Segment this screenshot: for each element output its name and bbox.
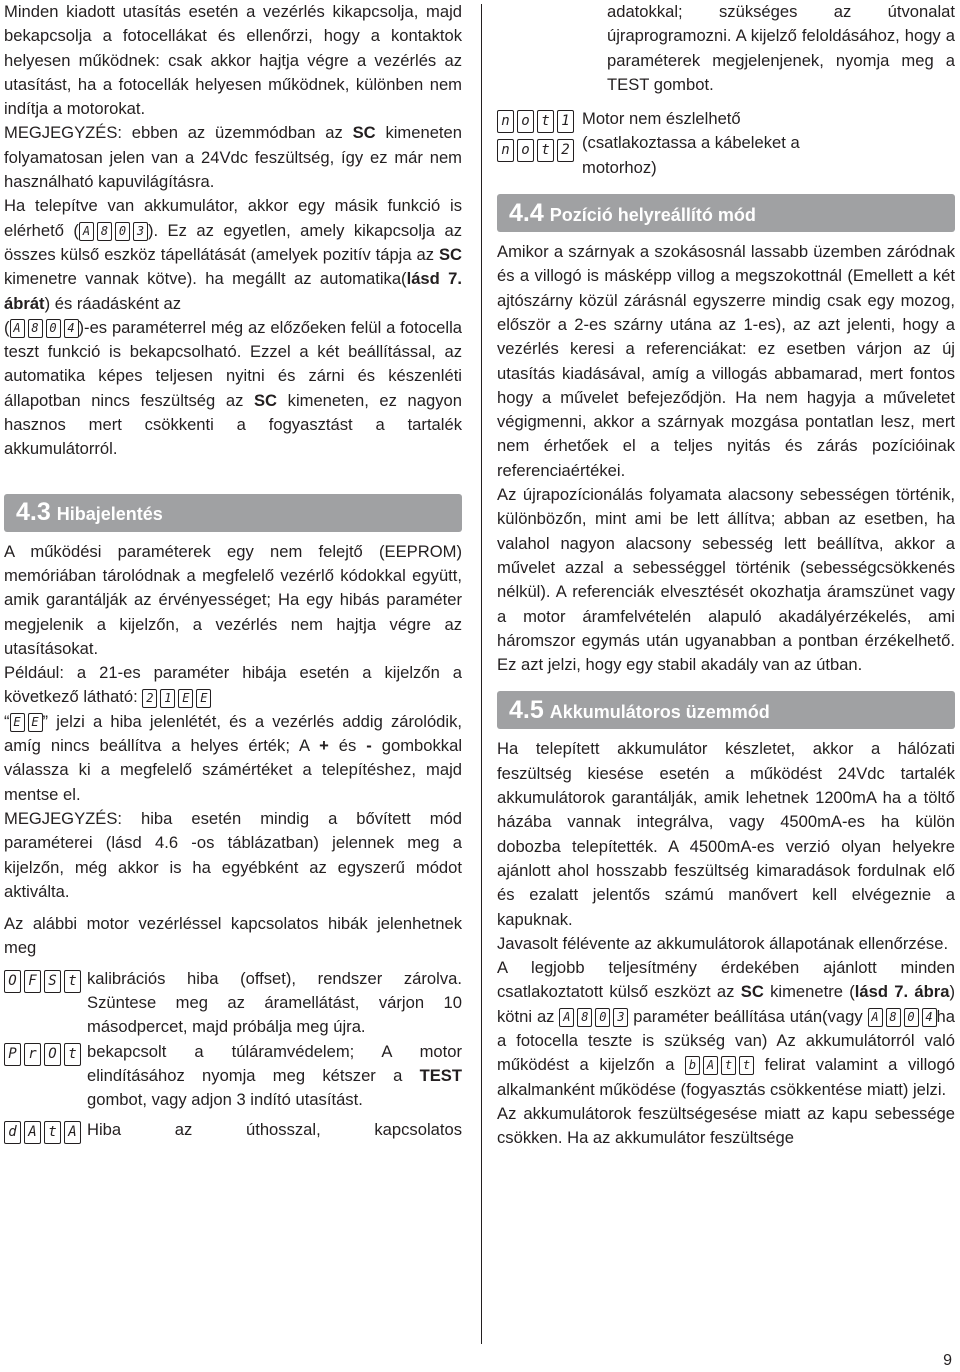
display-code-a804-b: A 8 0 4 xyxy=(868,1008,937,1027)
display-code-not1: n o t 1 xyxy=(497,110,574,133)
paragraph-battery-mode: Ha telepített akkumulátor készletet, akkor a hálózati feszültség kiesése esetén a működést 24Vdc tartalék akkumulátorok garantálják, amik lehetnek 1200mA ha a töltő házába vannak integrálva, vagy 4500mA-es ha külön dobozba telepítették. A 4500mA-es verzió olyan helyekre ajánlott ahol hosszabb feszültség kimaradások fordulnak elő és ezalatt jelentős számú manővert kell elvégeznie a kapuknak. xyxy=(497,739,955,929)
paragraph-battery-check: Javasolt félévente az akkumulátorok állapotának ellenőrzése. xyxy=(497,933,949,953)
error-ofst-text: kalibrációs hiba (offset), rendszer zárolva. Szüntese meg az áramellátást, várjon 10 másodpercet, majd próbálja meg újra. xyxy=(87,968,462,1037)
display-code-a803: A 8 0 3 xyxy=(79,222,148,241)
paragraph-repositioning: Az újrapozícionálás folyamata alacsony sebességen történik, különbözőn, mint ami be lett állítva; abban az esetben, ha valahol nagyon alacsony sebesség lett beállítva, akkor a művelet azzal a sebességgel történik (sebességcsökkenés nélkül). A referenciák elvesztését okozhatja áramszünet vagy a motor áramfelvételén alapuló akadályérzékelés, ami háromszor egymás után ugyanabban a pontban érzékelhető. Ez azt jelzi, hogy egy stabil akadály van az útban. xyxy=(497,485,955,675)
display-code-ee: E E xyxy=(10,713,43,732)
column-divider xyxy=(481,4,482,1344)
error-data xyxy=(4,1118,462,1144)
motor-connect-text-2: motorhoz) xyxy=(582,157,657,177)
display-code-ofst: O F S t xyxy=(4,970,81,993)
error-data-text: Hiba az úthosszal, kapcsolatos xyxy=(87,1120,462,1140)
error-prot xyxy=(4,1040,462,1113)
display-code-not2: n o t 2 xyxy=(497,139,574,162)
paragraph-data-error-cont: adatokkal; szükséges az útvonalat újraprogramozni. A kijelző feloldásához, hogy a paraméterek megjelenjenek, nyomja meg a TEST gombot. xyxy=(607,2,955,94)
paragraph-ee-explanation: “ E E ” jelzi a hiba jelenlétét, és a vezérlés addig zárolódik, amíg nincs beállítva a helyes érték; A + és - gombokkal válassza ki a megfelelő számértéket a telepítéshez, majd mentse el. xyxy=(4,711,463,804)
paragraph-note-extended: MEGJEGYZÉS: hiba esetén mindig a bővített mód paraméterei (lásd 4.6 -os táblázatban) jelennek meg a kijelzőn, még akkor is ha egyébként az egyszerű módot aktiválta. xyxy=(4,808,462,901)
paragraph-eeprom: A működési paraméterek egy nem felejtő (EEPROM) memóriában tárolódnak a megfelelő vezérlő kódokkal együtt, amik garantálják az érvényességet; Ha egy hibás paraméter megjelenik a kijelzőn, a vezérlés nem hajtja végre az utasításokat. xyxy=(4,541,462,658)
display-code-a804: A 8 0 4 xyxy=(10,319,79,338)
display-code-prot: P r O t xyxy=(4,1043,81,1066)
paragraph-photocell-check: Minden kiadott utasítás esetén a vezérlés kikapcsolja, majd bekapcsolja a fotocellákat és ellenőrzi, hogy a kontaktok helyesen működnek: csak akkor hajtja végre a vezérlés az utasítást, ha a fotocellák helyesen működnek, különben nem indítja a motorokat. xyxy=(4,2,462,119)
paragraph-voltage-drop: Az akkumulátorok feszültségesése miatt az kapu sebessége csökken. Ha az akkumulátor feszültsége xyxy=(497,1103,955,1148)
display-code-data: d A t A xyxy=(4,1121,81,1144)
paragraph-battery-function: Ha telepítve van akkumulátor, akkor egy másik funkció is elérhető ( A 8 0 3 ). Ez az egyetlen, amely kikapcsolja az összes külső eszköz tápellátását (amelyek pozitív tápja az SC kimenetre vannak kötve). ha megállt az automatika(lásd 7. ábrát) és ráadásként az xyxy=(4,196,462,313)
right-column xyxy=(497,0,955,1150)
section-heading-4-4: 4.4 Pozíció helyreállító mód xyxy=(497,194,955,232)
paragraph-example-21: Például: a 21-es paraméter hibája esetén a kijelzőn a következő látható: 2 1 E E xyxy=(4,663,462,707)
display-code-a803-b: A 8 0 3 xyxy=(559,1008,628,1027)
page-number: 9 xyxy=(943,1352,952,1369)
paragraph-motor-errors-intro: Az alábbi motor vezérléssel kapcsolatos hibák jelenhetnek meg xyxy=(4,914,462,958)
left-column xyxy=(4,0,462,1144)
motor-connect-text: (csatlakoztassa a kábeleket a xyxy=(582,133,800,153)
motor-not-detected-block xyxy=(497,107,955,180)
paragraph-a804: ( A 8 0 4 )-es paraméterrel még az előzőeken felül a fotocella teszt funkció is bekapcsolható. Ezzel a két beállítással, az automatika képes teljesen nyitni és zárni és készenléti állapotban nincs feszültség az SC kimeneten, ez nagyon hasznos mert csökkenti a fogyasztást a tartalék akkumulátorról. xyxy=(4,317,462,459)
paragraph-battery-connection: A legjobb teljesítmény érdekében ajánlott minden csatlakoztatott külső eszközt az SC kimenetre (lásd 7. ábra) kötni az A 8 0 3 paraméter beállítása után(vagy A 8 0 4 ha a fotocella teszte is szükség van) Az akkumulátorról való működést a kijelzőn a b A t t felirat valamint a villogó alkalmanként működése (fogyasztás csökkentése miatt) jelzi. xyxy=(497,958,955,1099)
paragraph-note-sc: MEGJEGYZÉS: ebben az üzemmódban az SC kimeneten folyamatosan jelen van a 24Vdc feszültség, így ez már nem használható kapuvilágításra. xyxy=(4,123,463,192)
section-heading-4-3: 4.3 Hibajelentés xyxy=(4,494,462,532)
display-code-batt: b A t t xyxy=(685,1056,754,1075)
display-code-21ee: 2 1 E E xyxy=(142,689,211,708)
section-heading-4-5: 4.5 Akkumulátoros üzemmód xyxy=(497,691,955,729)
error-ofst xyxy=(4,967,462,1040)
paragraph-position-recovery: Amikor a szárnyak a szokásosnál lassabb üzemben záródnak és a villogó is másképp villog a megszokottnál (Emellett a két ajtószárny közül zárásnál egyszerre mindig csak egy mozog, először a 2-es szárny utána az 1-es), az azt jelenti, hogy a vezérlés keresi a referenciákat: ez esetben várjon az új utasítás kiadásával, amíg a villogás abbamarad, mert fontos hogy a művelet befejeződjön. Ha nem hagyja a műveletet végigmenni, akkor a szárnyak mozgása pontatlan lesz, mert nem érhetőek el a teljes nyitás és zárás pozícióinak referenciaértékei. xyxy=(497,242,955,480)
motor-not-detected-text: Motor nem észlelhető xyxy=(582,109,741,129)
error-prot-text: bekapcsolt a túláramvédelem; A motor elindításához nyomja meg kétszer a TEST gombot, vagy adjon 3 indító utasítást. xyxy=(87,1041,462,1110)
